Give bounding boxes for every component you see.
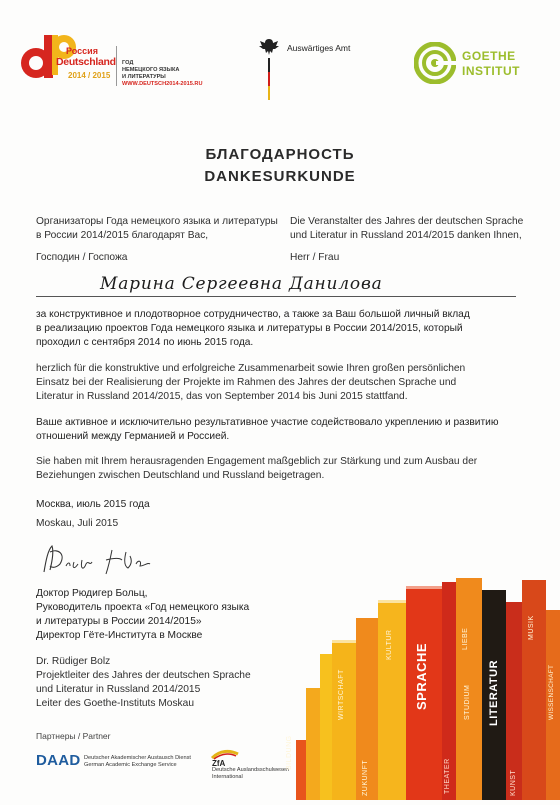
spine-label-literatur: LITERATUR (488, 659, 500, 726)
partners-label: Партнеры / Partner (36, 731, 111, 741)
signature-mark (40, 542, 200, 578)
spine-edge-left (296, 740, 306, 800)
goethe-swirl-icon (414, 42, 456, 84)
signer-de-line4: Leiter des Goethe-Instituts Moskau (36, 698, 194, 709)
year-url: WWW.DEUTSCH2014-2015.RU (122, 81, 203, 87)
signer-ru-line3: и литературы в России 2014/2015» (36, 616, 202, 627)
spine-musik (522, 580, 546, 800)
rd-logo-line2: Deutschland (56, 56, 116, 68)
daad-desc-line2: German Academic Exchange Service (84, 762, 177, 768)
goethe-line1: GOETHE (462, 49, 516, 63)
spine-label-kunst: KUNST (510, 769, 517, 796)
spine-top-3 (406, 586, 442, 589)
spine-label-musik: MUSIK (528, 615, 535, 640)
signer-ru-line4: Директор Гёте-Института в Москве (36, 630, 203, 641)
spine-label-kultur: KULTUR (386, 629, 393, 660)
signer-ru-line2: Руководитель проекта «Год немецкого языка (36, 602, 250, 613)
goethe-line2: INSTITUT (462, 64, 520, 78)
daad-description (84, 755, 191, 769)
spine-wirtschaft (332, 640, 356, 800)
recipient-name: Марина Сергеевна Данилова (100, 274, 383, 294)
place-date-de: Moskau, Juli 2015 (36, 518, 119, 529)
intro-ru-line2: в России 2014/2015 благодарят Вас, (36, 230, 209, 241)
body-p1-ru-line1: за конструктивное и плодотворное сотрудничество, а также за Ваш большой личный вклад (36, 309, 470, 320)
year-caption-line1: ГОД (122, 60, 134, 66)
name-underline (36, 296, 516, 297)
rd-logo-line1: Россия (66, 46, 98, 56)
body-p2-ru-line2: отношений между Германией и Россией. (36, 431, 230, 442)
body-p2-ru (36, 416, 498, 444)
auswaertiges-amt-label: Auswärtiges Amt (287, 43, 351, 53)
flag-stripe-black (268, 58, 270, 72)
title-de: DANKESURKUNDE (204, 168, 356, 185)
body-p2-ru-line1: Ваше активное и исключительно результативное участие содействовало укреплению и развитию (36, 417, 499, 428)
body-p1-ru-line2: в реализацию проектов Года немецкого языка и литературы в России 2014/2015, который (36, 323, 463, 334)
body-p1-ru-line3: проходил с сентября 2014 по июнь 2015 года. (36, 337, 254, 348)
intro-de-line1: Die Veranstalter des Jahres der deutschen Sprache (290, 216, 524, 227)
spine-label-bildung: BILDUNG (286, 735, 293, 770)
zfa-wordmark: ZfA (212, 759, 226, 768)
auswaertiges-amt-logo (258, 38, 368, 100)
body-p2-de-line1: Sie haben mit Ihrem herausragenden Engagement maßgeblich zur Stärkung und zum Ausbau der (36, 456, 478, 467)
russia-germany-logo (20, 30, 120, 92)
body-p1-de-line1: herzlich für die konstruktive und erfolgreiche Zusammenarbeit sowie Ihren großen persönlichen (36, 363, 466, 374)
book-spines-graphic (286, 570, 560, 800)
signer-de (36, 655, 251, 711)
zfa-description (212, 767, 289, 781)
intro-ru (36, 215, 278, 243)
salutation-ru: Господин / Госпожа (36, 252, 128, 263)
rd-logo-years: 2014 / 2015 (68, 71, 111, 80)
spine-label-zukunft: ZUKUNFT (362, 759, 369, 796)
title-ru: БЛАГОДАРНОСТЬ (205, 146, 355, 163)
spine-label-theater: THEATER (444, 758, 451, 794)
zfa-desc-line1: Deutsche Auslandsschulwesen (212, 767, 290, 773)
place-date-ru: Москва, июль 2015 года (36, 499, 150, 510)
year-caption-line3: И ЛИТЕРАТУРЫ (122, 74, 166, 80)
spine-label-wirtschaft: WIRTSCHAFT (338, 669, 345, 720)
signer-de-line1: Dr. Rüdiger Bolz (36, 656, 111, 667)
signer-de-line3: und Literatur in Russland 2014/2015 (36, 684, 201, 695)
year-caption-line2: НЕМЕЦКОГО ЯЗЫКА (122, 67, 180, 73)
spine-bildung-2 (320, 654, 332, 800)
daad-logo (36, 750, 191, 774)
signer-ru (36, 587, 249, 643)
salutation-de: Herr / Frau (290, 252, 340, 263)
spine-top-2 (378, 600, 406, 603)
intro-de (290, 215, 523, 243)
intro-de-line2: und Literatur in Russland 2014/2015 danken Ihnen, (290, 230, 522, 241)
body-p1-de-line2: Einsatz bei der Realisierung der Projekte im Rahmen des Jahres der deutschen Sprache und (36, 377, 457, 388)
spine-bildung (306, 688, 320, 800)
rd-logo-divider (116, 46, 117, 86)
body-p1-de-line3: Literatur in Russland 2014/2015, das von September 2014 bis Juni 2015 stattfand. (36, 391, 408, 402)
body-p2-de (36, 455, 477, 483)
year-caption (122, 60, 203, 88)
goethe-institut-logo (414, 40, 544, 86)
federal-eagle-icon (258, 38, 280, 56)
body-p2-de-line2: Beziehungen zwischen Deutschland und Russland beigetragen. (36, 470, 325, 481)
body-p1-de (36, 362, 465, 404)
flag-stripe-red (268, 72, 270, 86)
flag-stripe-gold (268, 86, 270, 100)
zfa-desc-line2: International (212, 774, 243, 780)
body-p1-ru (36, 308, 470, 350)
daad-wordmark: DAAD (36, 752, 81, 769)
spine-label-liebe: LIEBE (462, 627, 469, 650)
daad-desc-line1: Deutscher Akademischer Austausch Dienst (84, 755, 191, 761)
spine-label-studium: STUDIUM (464, 684, 471, 720)
signer-ru-line1: Доктор Рюдигер Больц, (36, 588, 148, 599)
spine-label-sprache: SPRACHE (414, 642, 429, 710)
intro-ru-line1: Организаторы Года немецкого языка и литературы (36, 216, 278, 227)
spine-top-1 (332, 640, 356, 643)
spine-label-wissenschaft: WISSENSCHAFT (548, 664, 555, 720)
signer-de-line2: Projektleiter des Jahres der deutschen Sprache (36, 670, 251, 681)
